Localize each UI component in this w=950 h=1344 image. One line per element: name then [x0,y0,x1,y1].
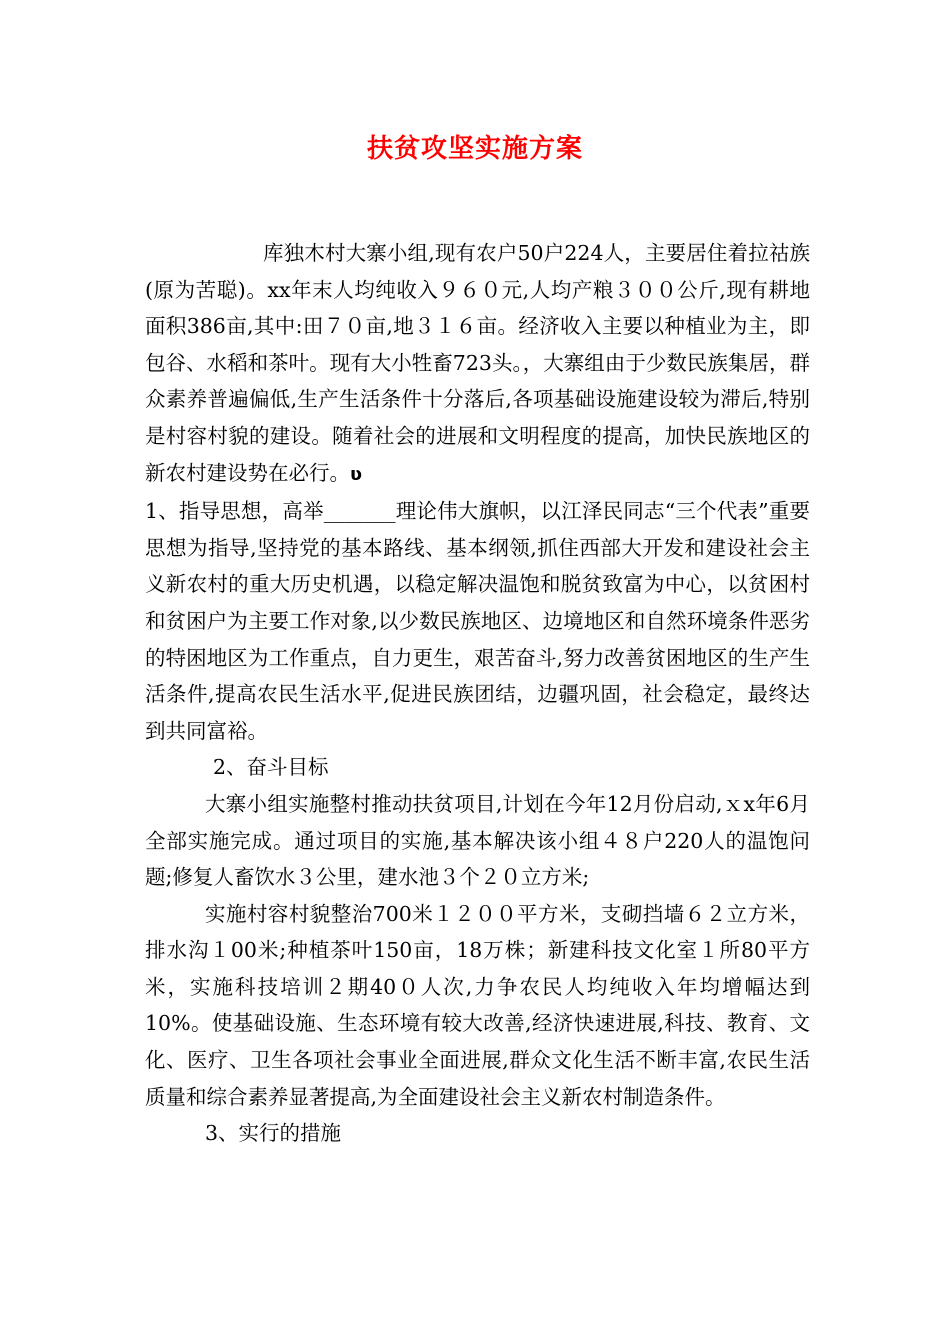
paragraph-guiding: 1、指导思想，高举_______理论伟大旗帜，以江泽民同志“三个代表”重要思想为指导,坚持党的基本路线、基本纲领,抓住西部大开发和建设社会主义新农村的重大历史机遇，以稳定解决温饱和脱贫致富为中心，以贫困村和贫困户为主要工作对象,以少数民族地区、边境地区和自然环境条件恶劣的特困地区为工作重点，自力更生，艰苦奋斗,努力改善贫困地区的生产生活条件,提高农民生活水平,促进民族团结，边疆巩固，社会稳定，最终达到共同富裕。 [145,499,810,743]
document-body [145,235,810,1152]
heading-goal: 2、奋斗目标 [213,755,329,780]
paragraph-intro-mark: ʋ [350,463,363,485]
heading-measures: 3、实行的措施 [205,1121,342,1146]
document-title: 扶贫攻坚实施方案 [366,134,583,164]
paragraph-goal-2: 实施村容村貌整治700米１２００平方米，支砌挡墙６２立方米，排水沟１00米;种植茶叶150亩，18万株；新建科技文化室１所80平方米，实施科技培训２期40０人次,力争农民人均纯收入年均增幅达到10%。使基础设施、生态环境有较大改善,经济快速进展,科技、教育、文化、医疗、卫生各项社会事业全面进展,群众文化生活不断丰富,农民生活质量和综合素养显著提高,为全面建设社会主义新农村制造条件。 [145,901,810,1109]
paragraph-goal-1: 大寨小组实施整村推动扶贫项目,计划在今年12月份启动,ｘx年6月全部实施完成。通过项目的实施,基本解决该小组４８户220人的温饱问题;修复人畜饮水３公里，建水池３个２０立方米; [145,791,810,890]
paragraph-intro [145,235,810,493]
paragraph-intro-text: 库独木村大寨小组,现有农户50户224人，主要居住着拉祜族(原为苦聪)。xx年末人均纯收入９６０元,人均产粮３００公斤,现有耕地面积386亩,其中:田７０亩,地３１６亩。经济收入主要以种植业为主，即包谷、水稻和茶叶。现有大小牲畜723头。，大寨组由于少数民族集居，群众素养普遍偏低,生产生活条件十分落后,各项基础设施建设较为滞后,特别是村容村貌的建设。随着社会的进展和文明程度的提高，加快民族地区的新农村建设势在必行。 [145,241,810,485]
